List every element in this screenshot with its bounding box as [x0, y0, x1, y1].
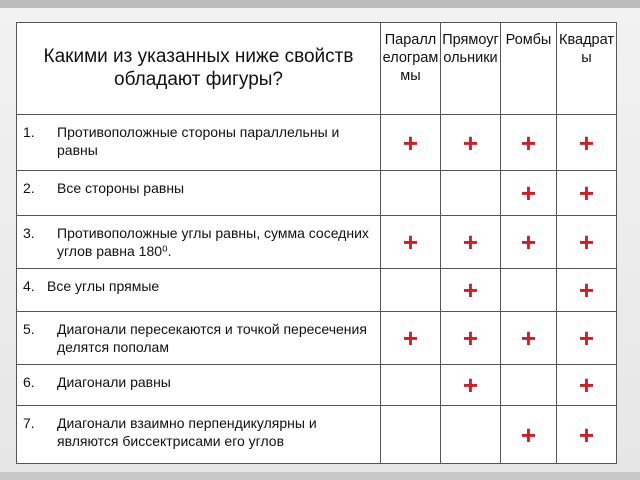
property-text: Противоположные стороны параллельны и равны	[57, 123, 340, 158]
mark-rhombus: +	[501, 171, 557, 216]
property-cell	[17, 268, 381, 312]
mark-parallelogram	[381, 268, 441, 312]
property-text: Диагонали равны	[57, 373, 171, 390]
mark-rhombus: +	[501, 216, 557, 268]
property-cell	[17, 406, 381, 464]
property-number: 5.	[23, 321, 35, 338]
question-text: Какими из указанных ниже свойств обладают фигуры?	[17, 23, 381, 115]
property-row	[17, 406, 617, 464]
header-row	[17, 23, 617, 94]
property-row	[17, 216, 617, 268]
property-number: 7.	[23, 415, 35, 432]
mark-rectangle: +	[441, 312, 501, 364]
mark-square: +	[557, 406, 617, 464]
property-cell	[17, 216, 381, 268]
mark-square: +	[557, 312, 617, 364]
mark-parallelogram	[381, 364, 441, 406]
mark-rhombus	[501, 364, 557, 406]
property-text: Диагонали пересекаются и точкой пересечения делятся пополам	[57, 321, 367, 356]
mark-rectangle	[441, 171, 501, 216]
property-row	[17, 268, 617, 312]
property-text: Все стороны равны	[57, 180, 185, 197]
column-header-rhombus: Ромбы	[501, 23, 557, 115]
property-row	[17, 364, 617, 406]
column-header-parallelogram: Параллелограммы	[381, 23, 441, 115]
property-row	[17, 114, 617, 170]
mark-parallelogram: +	[381, 312, 441, 364]
property-cell	[17, 114, 381, 170]
mark-parallelogram: +	[381, 216, 441, 268]
bottom-stripe	[0, 472, 640, 480]
mark-square: +	[557, 268, 617, 312]
mark-rhombus: +	[501, 114, 557, 170]
top-stripe	[0, 0, 640, 8]
column-header-square: Квадраты	[557, 23, 617, 115]
mark-rectangle: +	[441, 114, 501, 170]
property-number: 3.	[23, 225, 35, 242]
properties-table	[16, 22, 617, 464]
property-text: Все углы прямые	[47, 277, 160, 294]
mark-parallelogram	[381, 171, 441, 216]
property-cell	[17, 364, 381, 406]
mark-parallelogram	[381, 406, 441, 464]
mark-rectangle: +	[441, 216, 501, 268]
mark-square: +	[557, 114, 617, 170]
mark-square: +	[557, 216, 617, 268]
mark-rectangle	[441, 406, 501, 464]
mark-rhombus	[501, 268, 557, 312]
mark-rectangle: +	[441, 364, 501, 406]
property-cell	[17, 171, 381, 216]
property-text: Диагонали взаимно перпендикулярны и являются биссектрисами его углов	[57, 415, 317, 450]
property-number: 6.	[23, 373, 35, 390]
mark-rectangle: +	[441, 268, 501, 312]
mark-rhombus: +	[501, 312, 557, 364]
property-row	[17, 171, 617, 216]
property-cell	[17, 312, 381, 364]
mark-square: +	[557, 364, 617, 406]
property-number: 4.	[23, 277, 35, 294]
mark-parallelogram: +	[381, 114, 441, 170]
property-row	[17, 312, 617, 364]
mark-rhombus: +	[501, 406, 557, 464]
column-header-rectangle: Прямоугольники	[441, 23, 501, 115]
property-number: 1.	[23, 123, 35, 140]
property-text: Противоположные углы равны, сумма соседних углов равна 180⁰.	[57, 225, 369, 260]
property-number: 2.	[23, 180, 35, 197]
mark-square: +	[557, 171, 617, 216]
